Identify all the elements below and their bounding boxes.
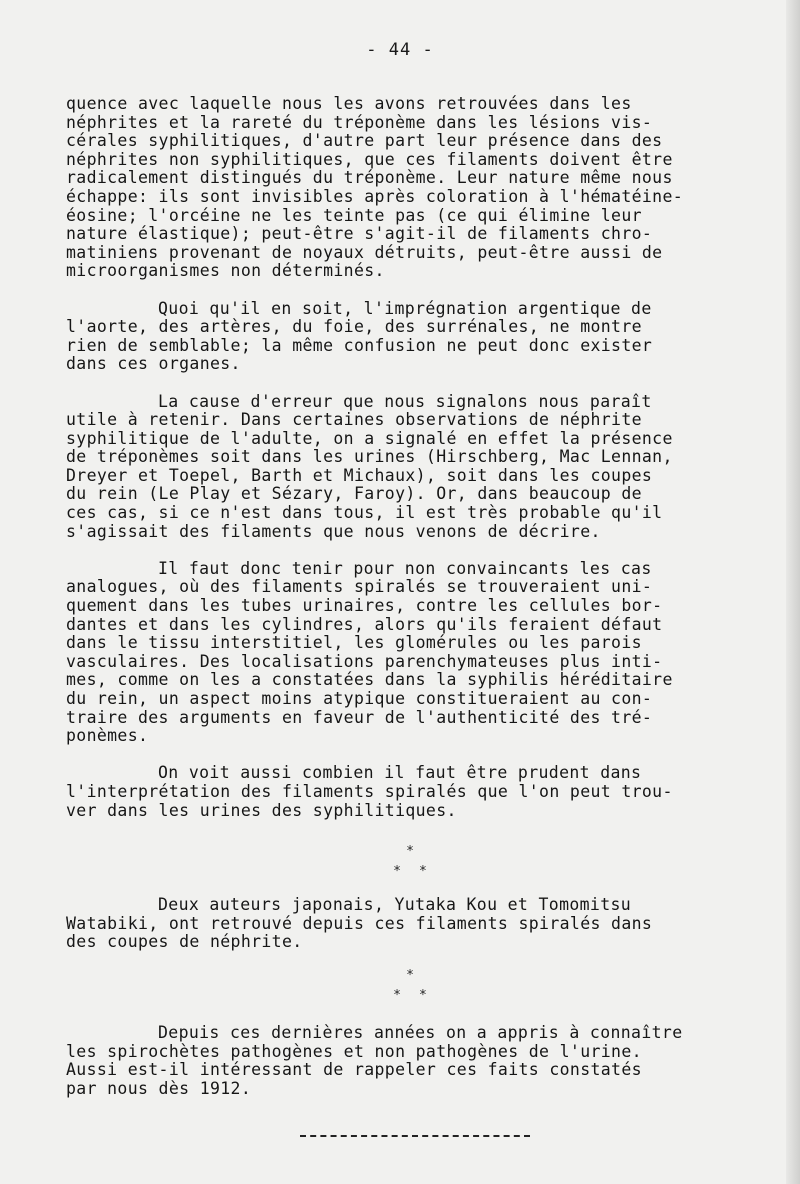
text-line: des coupes de néphrite. bbox=[66, 932, 303, 952]
section-separator bbox=[370, 966, 450, 1006]
body-text-section-2 bbox=[66, 896, 746, 970]
text-line: échappe: ils sont invisibles après coloration à l'hématéine- bbox=[66, 186, 684, 206]
text-line: dantes et dans les cylindres, alors qu'ils feraient défaut bbox=[66, 614, 663, 634]
section-separator bbox=[370, 842, 450, 882]
text-line: Quoi qu'il en soit, l'imprégnation argentique de bbox=[158, 298, 652, 318]
text-line: nature élastique); peut-être s'agit-il de filaments chro- bbox=[66, 224, 653, 244]
asterisk-pair bbox=[370, 862, 450, 882]
paragraph-4 bbox=[66, 560, 746, 746]
text-line: néphrites et la rareté du tréponème dans les lésions vis- bbox=[66, 112, 653, 132]
text-line: Deux auteurs japonais, Yutaka Kou et Tomomitsu bbox=[158, 895, 632, 914]
text-line: Depuis ces dernières années on a appris à connaître bbox=[158, 1023, 683, 1042]
text-line: du rein (Le Play et Sézary, Faroy). Or, dans beaucoup de bbox=[66, 484, 642, 504]
asterisk: * bbox=[406, 968, 414, 983]
text-line: analogues, où des filaments spiralés se trouveraient uni- bbox=[66, 577, 653, 597]
body-text-section-1 bbox=[66, 95, 746, 839]
text-line: radicalement distingués du tréponème. Leur nature même nous bbox=[66, 168, 673, 188]
text-line: rien de semblable; la même confusion ne peut donc exister bbox=[66, 335, 653, 355]
page-number: - 44 - bbox=[366, 40, 434, 60]
text-line: l'aorte, des artères, du foie, des surrénales, ne montre bbox=[66, 317, 642, 337]
text-line: Dreyer et Toepel, Barth et Michaux), soit dans les coupes bbox=[66, 465, 653, 485]
text-line: vasculaires. Des localisations parenchymateuses plus inti- bbox=[66, 651, 663, 671]
text-line: du rein, un aspect moins atypique constitueraient au con- bbox=[66, 689, 653, 708]
text-line: cérales syphilitiques, d'autre part leur présence dans des bbox=[66, 131, 663, 151]
text-line: les spirochètes pathogènes et non pathogènes de l'urine. bbox=[66, 1041, 642, 1061]
paragraph-3 bbox=[66, 393, 746, 542]
asterisk: * bbox=[419, 864, 445, 879]
text-line: l'interprétation des filaments spiralés que l'on peut trou- bbox=[66, 781, 673, 801]
body-text-section-3 bbox=[66, 1024, 746, 1117]
text-line: La cause d'erreur que nous signalons nous paraît bbox=[158, 391, 652, 411]
paragraph-6 bbox=[66, 896, 746, 952]
asterisk: * bbox=[393, 864, 419, 879]
text-line: ces cas, si ce n'est dans tous, il est très probable qu'il bbox=[66, 503, 663, 523]
text-line: dans ces organes. bbox=[66, 354, 241, 374]
text-line: traire des arguments en faveur de l'authenticité des tré- bbox=[66, 707, 653, 727]
paragraph-1 bbox=[66, 95, 746, 281]
asterisk-pair bbox=[370, 986, 450, 1006]
text-line: s'agissait des filaments que nous venons de décrire. bbox=[66, 521, 601, 541]
asterisk: * bbox=[419, 988, 445, 1003]
text-line: néphrites non syphilitiques, que ces filaments doivent être bbox=[66, 149, 673, 169]
text-line: Watabiki, ont retrouvé depuis ces filaments spiralés dans bbox=[66, 913, 653, 933]
text-line: utile à retenir. Dans certaines observations de néphrite bbox=[66, 410, 642, 430]
text-line: syphilitique de l'adulte, on a signalé en effet la présence bbox=[66, 428, 673, 448]
text-line: microorganismes non déterminés. bbox=[66, 261, 385, 281]
text-line: quence avec laquelle nous les avons retrouvées dans les bbox=[66, 94, 632, 113]
page-edge-shadow bbox=[786, 0, 800, 1184]
text-line: dans le tissu interstitiel, les glomérules ou les parois bbox=[66, 633, 642, 653]
text-line: ver dans les urines des syphilitiques. bbox=[66, 800, 457, 820]
paragraph-2 bbox=[66, 300, 746, 374]
text-line: On voit aussi combien il faut être prudent dans bbox=[158, 763, 642, 783]
text-line: par nous dès 1912. bbox=[66, 1078, 252, 1098]
end-rule bbox=[300, 1135, 530, 1137]
paragraph-5 bbox=[66, 764, 746, 820]
text-line: Aussi est-il intéressant de rappeler ces faits constatés bbox=[66, 1060, 642, 1080]
text-line: mes, comme on les a constatées dans la syphilis héréditaire bbox=[66, 670, 673, 690]
text-line: éosine; l'orcéine ne les teinte pas (ce qui élimine leur bbox=[66, 205, 642, 225]
asterisk: * bbox=[393, 988, 419, 1003]
paragraph-7 bbox=[66, 1024, 746, 1098]
text-line: matiniens provenant de noyaux détruits, peut-être aussi de bbox=[66, 242, 663, 262]
text-line: ponèmes. bbox=[66, 726, 149, 746]
text-line: de tréponèmes soit dans les urines (Hirschberg, Mac Lennan, bbox=[66, 447, 673, 467]
asterisk: * bbox=[406, 844, 414, 859]
text-line: Il faut donc tenir pour non convaincants les cas bbox=[158, 558, 652, 578]
text-line: quement dans les tubes urinaires, contre les cellules bor- bbox=[66, 596, 663, 616]
